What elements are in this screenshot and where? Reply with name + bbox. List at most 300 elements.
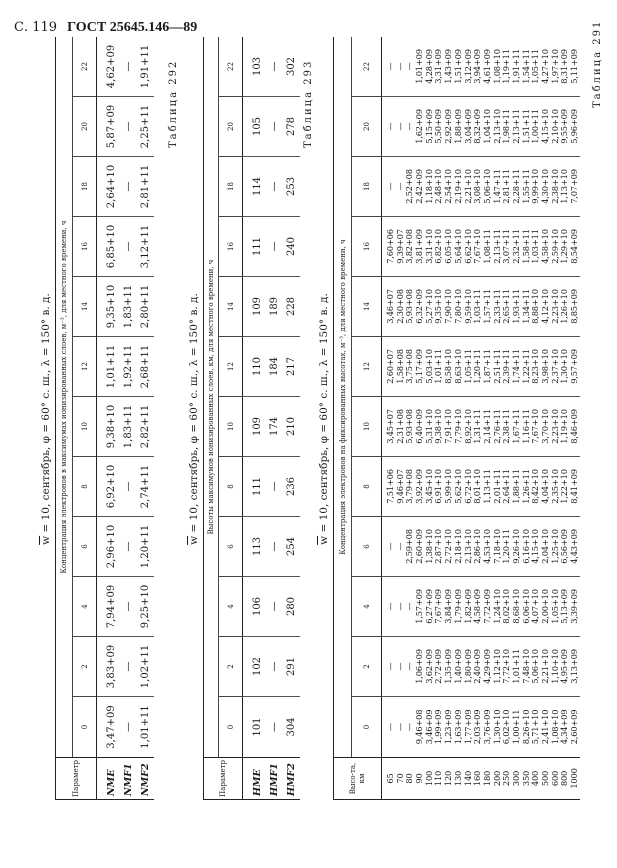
table1-title <box>40 38 53 800</box>
table-cell: 1,82+09 <box>462 589 473 624</box>
table-cell: — <box>394 542 405 551</box>
table-cell: 3,94+09 <box>472 49 483 84</box>
table-cell: 4,43+09 <box>569 529 580 564</box>
table-cell: 1,26+11 <box>520 469 531 504</box>
hour-header-8: 8 <box>73 457 97 517</box>
table-cell: 8,88+10 <box>530 289 541 324</box>
data-column-12 <box>382 337 580 397</box>
table-cell: 109 <box>252 416 263 437</box>
table-cell: 5,31+10 <box>423 409 434 444</box>
span-header: Концентрация электронов на фиксированных высотах, м⁻³, для местного времени, ч <box>334 37 352 757</box>
table-cell: 2,04+10 <box>540 529 550 564</box>
table-cell: 2,13+11 <box>510 109 521 144</box>
table-cell: 236 <box>286 476 297 497</box>
table-cell: 3,46+07 <box>385 289 395 324</box>
data-column-10 <box>243 397 300 457</box>
hour-header-18: 18 <box>73 157 97 217</box>
table-cell: — <box>385 542 395 551</box>
data-column-22 <box>382 37 580 97</box>
table-cell: 2,74+11 <box>140 464 151 509</box>
table-cell: 113 <box>252 536 263 557</box>
height-value: 120 <box>443 770 454 787</box>
data-column-8 <box>382 457 580 517</box>
table-cell: 2,01+11 <box>491 469 502 504</box>
hour-header-20: 20 <box>219 97 243 157</box>
table-cell: 9,35+10 <box>433 289 444 324</box>
table-cell: — <box>394 602 405 611</box>
table-cell: 3,70+10 <box>540 409 550 444</box>
table-cell: — <box>269 601 280 612</box>
data-column-16 <box>243 217 300 277</box>
table-cell: 280 <box>286 596 297 617</box>
table-cell: 1,01+11 <box>106 344 117 389</box>
span-header: Высоты максимумов ионизированных слоев, км, для местного времени, ч <box>204 37 219 757</box>
table-cell: 2,76+11 <box>491 409 502 444</box>
table-cell: 2,13+11 <box>491 229 502 264</box>
table-292-label: Таблица 292 <box>168 59 179 148</box>
table-cell: 9,59+10 <box>462 289 473 324</box>
table-cell: 1,03+11 <box>472 289 483 324</box>
table2-title <box>188 38 201 800</box>
w-symbol: $\overline{w}$ <box>188 535 200 545</box>
hour-header-2: 2 <box>352 637 382 697</box>
table-cell: 1,58+11 <box>520 229 531 264</box>
table-cell: — <box>123 121 134 132</box>
table-291-label: Таблица 291 <box>592 19 603 108</box>
table-cell: 3,39+09 <box>569 589 580 624</box>
table-cell: 9,25+10 <box>140 584 151 629</box>
table-cell: 2,21+10 <box>462 169 473 204</box>
table-cell: 1,13+11 <box>481 469 492 504</box>
table-cell: 3,13+09 <box>569 649 580 684</box>
parameter-name: HMF1 <box>269 763 280 796</box>
table-cell: 1,35+09 <box>443 649 454 684</box>
table-cell: 9,46+07 <box>394 469 405 504</box>
table-cell: 2,52+08 <box>404 169 415 204</box>
table-cell: 1,30+10 <box>559 349 570 384</box>
height-value: 70 <box>394 773 405 784</box>
data-column-6 <box>243 517 300 577</box>
table-cell: 4,28+09 <box>423 49 434 84</box>
table-cell: 6,72+10 <box>462 469 473 504</box>
parameter-name: HME <box>252 769 263 796</box>
table-cell: 8,68+10 <box>510 589 521 624</box>
table-cell: 2,39+11 <box>501 349 512 384</box>
table-cell: 1,83+11 <box>123 404 134 449</box>
height-value: 110 <box>433 770 444 787</box>
table-cell: 6,82+10 <box>433 229 444 264</box>
table-cell: 3,12+11 <box>140 224 151 269</box>
table-cell: 2,68+11 <box>140 344 151 389</box>
table-cell: 278 <box>286 116 297 137</box>
table-cell: — <box>385 182 395 191</box>
table-cell: 7,72+10 <box>501 649 512 684</box>
data-column-10 <box>97 397 154 457</box>
table-cell: 1,19+11 <box>501 49 512 84</box>
hour-header-14: 14 <box>352 277 382 337</box>
hour-header-12: 12 <box>219 337 243 397</box>
table-cell: — <box>269 661 280 672</box>
table-cell: 6,02+10 <box>501 709 512 745</box>
table-cell: — <box>394 182 405 191</box>
table-cell: 1,97+10 <box>549 49 560 84</box>
height-value: 250 <box>501 770 512 787</box>
table-cell: 2,65+11 <box>501 289 512 324</box>
table-cell: — <box>269 481 280 492</box>
table-cell: 1,31+11 <box>472 409 483 444</box>
table-cell: 1,19+10 <box>559 409 570 444</box>
hour-header-6: 6 <box>73 517 97 577</box>
table-cell: — <box>269 61 280 72</box>
table-cell: 1,58+08 <box>394 349 405 384</box>
hour-header-22: 22 <box>73 37 97 97</box>
table-cell: 110 <box>252 356 263 377</box>
data-column-20 <box>382 97 580 157</box>
table-cell: 105 <box>252 116 263 137</box>
table-cell: 1,26+10 <box>559 289 570 324</box>
table1-title-text: = 10, сентябрь, φ = 60° с. ш., λ = 150° в. д. <box>40 293 52 536</box>
table-cell: 1,04+10 <box>481 109 492 144</box>
table-cell: 1,80+09 <box>462 649 473 684</box>
table-cell: 3,07+11 <box>501 229 512 264</box>
parameter-name: HMF2 <box>286 763 297 796</box>
hour-header-2: 2 <box>219 637 243 697</box>
height-value: 80 <box>404 773 415 784</box>
table-cell: 7,67+09 <box>433 589 444 624</box>
height-value: 90 <box>414 773 425 784</box>
table-cell: — <box>385 602 395 611</box>
data-column-0 <box>243 697 300 757</box>
table-cell: 7,94+09 <box>106 584 117 629</box>
table-cell: — <box>123 541 134 552</box>
table-cell: 1,05+10 <box>549 589 560 624</box>
table-cell: 3,75+08 <box>404 349 415 384</box>
table-cell: 2,35+10 <box>549 469 560 504</box>
data-column-2 <box>243 637 300 697</box>
table-cell: 1,63+09 <box>452 709 463 745</box>
height-value: 65 <box>385 773 395 784</box>
table-cell: 1,05+11 <box>530 49 541 84</box>
data-column-12 <box>243 337 300 397</box>
table-cell: 3,79+08 <box>404 469 415 504</box>
data-column-16 <box>382 217 580 277</box>
table-cell: 1,00+11 <box>510 709 521 745</box>
table-cell: 1,57+09 <box>414 589 425 624</box>
table-cell: 1,20+11 <box>501 529 512 564</box>
table-cell: 8,42+10 <box>530 469 541 504</box>
table-cell: 3,12+09 <box>462 49 473 84</box>
table-cell: 1,20+11 <box>140 524 151 569</box>
table-cell: 3,76+09 <box>481 709 492 745</box>
table-cell: 8,41+09 <box>569 469 580 504</box>
table-cell: 2,64+11 <box>501 469 512 504</box>
data-column-8 <box>97 457 154 517</box>
table-cell: — <box>123 481 134 492</box>
table-cell: 7,91+10 <box>443 409 454 444</box>
table-cell: 3,82+08 <box>404 229 415 264</box>
table-cell: 254 <box>286 536 297 557</box>
table-cell: 8,46+09 <box>569 409 580 444</box>
hour-header-6: 6 <box>352 517 382 577</box>
table-cell: 1,51+11 <box>520 109 531 144</box>
table-cell: 1,62+09 <box>414 109 425 144</box>
table-cell: 2,33+11 <box>491 289 502 324</box>
parameter-column <box>97 757 154 799</box>
table-cell: 9,57+09 <box>569 349 580 384</box>
table-cell: — <box>123 722 134 732</box>
hour-header-20: 20 <box>352 97 382 157</box>
table-cell: 3,81+09 <box>414 229 425 264</box>
data-column-4 <box>382 577 580 637</box>
table-cell: 4,95+09 <box>559 649 570 684</box>
table-cell: 2,60+09 <box>569 709 580 745</box>
hour-header-10: 10 <box>219 397 243 457</box>
table-cell: 1,91+11 <box>140 44 151 89</box>
table-cell: — <box>269 241 280 252</box>
table-cell: 3,98+10 <box>540 349 550 384</box>
hour-header-18: 18 <box>352 157 382 217</box>
data-column-14 <box>243 277 300 337</box>
table-cell: 6,27+09 <box>423 589 434 624</box>
table-cell: 1,01+11 <box>510 649 521 684</box>
table-cell: 1,91+11 <box>510 49 521 84</box>
table-cell: 5,03+10 <box>423 349 434 384</box>
table-cell: 7,72+09 <box>481 589 492 624</box>
table-cell: 240 <box>286 236 297 257</box>
table-cell: 1,54+11 <box>520 49 531 84</box>
table-cell: 1,79+09 <box>452 589 463 624</box>
table-cell: 1,57+11 <box>481 289 492 324</box>
table-cell: 9,99+10 <box>530 169 541 204</box>
table-cell: — <box>404 122 415 131</box>
hour-header-18: 18 <box>219 157 243 217</box>
height-value: 200 <box>491 770 502 787</box>
table-cell: 2,40+09 <box>472 649 483 684</box>
parameter-name: NMF2 <box>140 763 151 796</box>
table-cell: 3,08+10 <box>472 169 483 204</box>
height-value: 300 <box>510 770 521 787</box>
table-cell: 3,31+09 <box>433 49 444 84</box>
table-cell: 7,48+10 <box>520 649 531 684</box>
table-cell: 2,38+10 <box>549 169 560 204</box>
table-cell: 4,53+10 <box>481 529 492 564</box>
table-cell: 2,72+10 <box>443 529 454 564</box>
table-cell: 111 <box>252 476 263 497</box>
data-column-2 <box>382 637 580 697</box>
table-cell: 3,62+09 <box>423 649 434 684</box>
table-cell: 1,67+11 <box>510 409 521 444</box>
table-cell: 4,61+09 <box>481 49 492 84</box>
table-cell: 2,25+11 <box>140 104 151 149</box>
table-cell: 4,29+09 <box>481 649 492 684</box>
table-cell: 5,93+08 <box>404 289 415 324</box>
table-cell: 1,03+11 <box>530 229 541 264</box>
table-cell: 6,85+10 <box>106 224 117 269</box>
table-cell: 1,00+11 <box>530 109 541 144</box>
table-cell: 1,23+09 <box>443 709 454 745</box>
table-cell: 5,62+10 <box>452 469 463 504</box>
table-cell: — <box>394 722 405 732</box>
table-cell: 8,85+09 <box>569 289 580 324</box>
table-cell: 2,82+11 <box>140 404 151 449</box>
table-cell: 1,16+11 <box>520 409 531 444</box>
table-cell: 9,38+10 <box>106 404 117 449</box>
table-cell: 7,67+10 <box>472 229 483 264</box>
table-cell: 4,15+10 <box>530 529 541 564</box>
hour-header-12: 12 <box>352 337 382 397</box>
table-cell: 2,72+09 <box>433 649 444 684</box>
table-cell: 111 <box>252 236 263 257</box>
hour-header-4: 4 <box>73 577 97 637</box>
table-cell: 217 <box>286 356 297 377</box>
table-cell: — <box>385 722 395 732</box>
data-column-20 <box>243 97 300 157</box>
table-cell: 2,28+11 <box>510 169 521 204</box>
standard-designation: ГОСТ 25645.146—89 <box>67 20 198 35</box>
table-cell: 1,18+10 <box>423 169 434 204</box>
table-cell: 1,77+09 <box>462 709 473 745</box>
table-cell: 2,80+11 <box>140 284 151 329</box>
table-cell: 1,88+11 <box>510 469 521 504</box>
data-column-6 <box>382 517 580 577</box>
table-cell: 2,59+10 <box>549 229 560 264</box>
table-cell: 1,05+11 <box>462 349 473 384</box>
table-cell: 6,06+10 <box>520 589 531 624</box>
hour-header-20: 20 <box>73 97 97 157</box>
param-header: Параметр <box>204 757 243 799</box>
table-cell: 1,13+10 <box>559 169 570 204</box>
table-cell: 8,63+10 <box>452 349 463 384</box>
data-column-0 <box>97 697 154 757</box>
hour-header-8: 8 <box>352 457 382 517</box>
table-cell: 101 <box>252 717 263 737</box>
table-cell: 2,13+10 <box>491 109 502 144</box>
table-cell: 5,13+09 <box>559 589 570 624</box>
table-cell: 5,17+09 <box>414 349 425 384</box>
data-column-18 <box>97 157 154 217</box>
table-cell: 1,51+09 <box>452 49 463 84</box>
height-value: 180 <box>481 770 492 787</box>
table-cell: 4,58+09 <box>472 589 483 624</box>
hour-header-14: 14 <box>219 277 243 337</box>
table-cell: 1,87+11 <box>481 349 492 384</box>
table-cell: 189 <box>269 296 280 317</box>
parameter-column <box>243 757 300 799</box>
table-cell: 8,23+10 <box>530 349 541 384</box>
table-cell: 5,06+10 <box>481 169 492 204</box>
hour-header-22: 22 <box>219 37 243 97</box>
table-cell: 103 <box>252 56 263 77</box>
data-column-14 <box>382 277 580 337</box>
hour-header-2: 2 <box>73 637 97 697</box>
table-cell: 304 <box>286 717 297 737</box>
table-cell: 2,42+09 <box>414 169 425 204</box>
table-cell: 6,16+10 <box>520 529 531 564</box>
table-cell: 1,99+09 <box>433 709 444 745</box>
height-value: 400 <box>530 770 541 787</box>
table-cell: 1,08+10 <box>491 49 502 84</box>
table-cell: 1,34+11 <box>520 289 531 324</box>
table-cell: 1,47+11 <box>491 169 502 204</box>
table-cell: 3,45+10 <box>423 469 434 504</box>
height-column <box>382 757 580 799</box>
table-cell: 5,87+09 <box>106 104 117 149</box>
table-cell: 3,47+09 <box>106 705 117 749</box>
table-cell: 7,67+10 <box>530 409 541 444</box>
table-cell: — <box>269 121 280 132</box>
table-cell: — <box>404 62 415 71</box>
table-cell: 4,04+10 <box>540 469 550 504</box>
table-cell: 8,32+09 <box>472 109 483 144</box>
table-cell: 7,51+06 <box>385 469 395 504</box>
table-cell: 6,40+09 <box>414 409 425 444</box>
data-column-4 <box>243 577 300 637</box>
data-column-2 <box>97 637 154 697</box>
table-cell: 7,80+10 <box>452 289 463 324</box>
table-cell: 6,56+09 <box>559 529 570 564</box>
hour-header-8: 8 <box>219 457 243 517</box>
table-cell: 5,15+09 <box>423 109 434 144</box>
table-cell: 6,32+09 <box>414 289 425 324</box>
table-cell: 4,15+10 <box>540 109 550 144</box>
height-value: 600 <box>549 770 560 787</box>
data-column-18 <box>382 157 580 217</box>
table-cell: 5,50+09 <box>433 109 444 144</box>
table-cell: 3,92+09 <box>414 469 425 504</box>
table-cell: 302 <box>286 56 297 77</box>
page-number: С. 119 <box>14 20 58 35</box>
table-cell: 2,37+10 <box>549 349 560 384</box>
table-cell: 5,27+10 <box>423 289 434 324</box>
table-cell: 2,18+10 <box>452 529 463 564</box>
table-cell: 3,46+09 <box>423 709 434 745</box>
table-cell: 2,87+10 <box>433 529 444 564</box>
table-cell: 106 <box>252 596 263 617</box>
data-column-8 <box>243 457 300 517</box>
table-cell: 8,54+09 <box>569 229 580 264</box>
table3-title-text: = 10, сентябрь, φ = 60° с. ш., λ = 150° в. д. <box>318 293 330 536</box>
table-cell: 4,34+09 <box>559 709 570 745</box>
table-cell: 8,02+10 <box>501 589 512 624</box>
table-cell: 1,22+11 <box>520 349 531 384</box>
table-cell: 5,06+10 <box>530 649 541 684</box>
parameter-name: NMF1 <box>123 763 134 796</box>
table-cell: 228 <box>286 296 297 317</box>
table-cell: 2,64+10 <box>106 164 117 209</box>
table-cell: — <box>385 62 395 71</box>
table-cell: 7,18+10 <box>491 529 502 564</box>
table-cell: 2,03+09 <box>472 709 483 745</box>
table-cell: 2,00+10 <box>540 589 550 624</box>
table2-title-text: = 10, сентябрь, φ = 60° с. ш., λ = 150° в. д. <box>188 293 200 536</box>
table-cell: 9,39+07 <box>394 229 405 264</box>
table-cell: — <box>123 241 134 252</box>
table-cell: 3,83+09 <box>106 644 117 689</box>
w-symbol: $\overline{w}$ <box>40 535 52 545</box>
param-header: Параметр <box>56 757 97 799</box>
span-header: Концентрация электронов в максимумах ионизированных слоев, м⁻³, для местного времени, ч <box>56 37 73 757</box>
table-cell: 1,43+09 <box>443 49 454 84</box>
table-cell: 1,10+10 <box>549 649 560 684</box>
table-cell: 1,02+11 <box>140 644 151 689</box>
table-cell: — <box>123 661 134 672</box>
table-cell: 1,12+10 <box>491 649 502 684</box>
w-symbol: $\overline{w}$ <box>318 535 330 545</box>
table-cell: 2,21+10 <box>540 649 550 684</box>
table-cell: 2,19+10 <box>452 169 463 204</box>
data-column-4 <box>97 577 154 637</box>
table-293-label: Таблица 293 <box>303 59 314 148</box>
